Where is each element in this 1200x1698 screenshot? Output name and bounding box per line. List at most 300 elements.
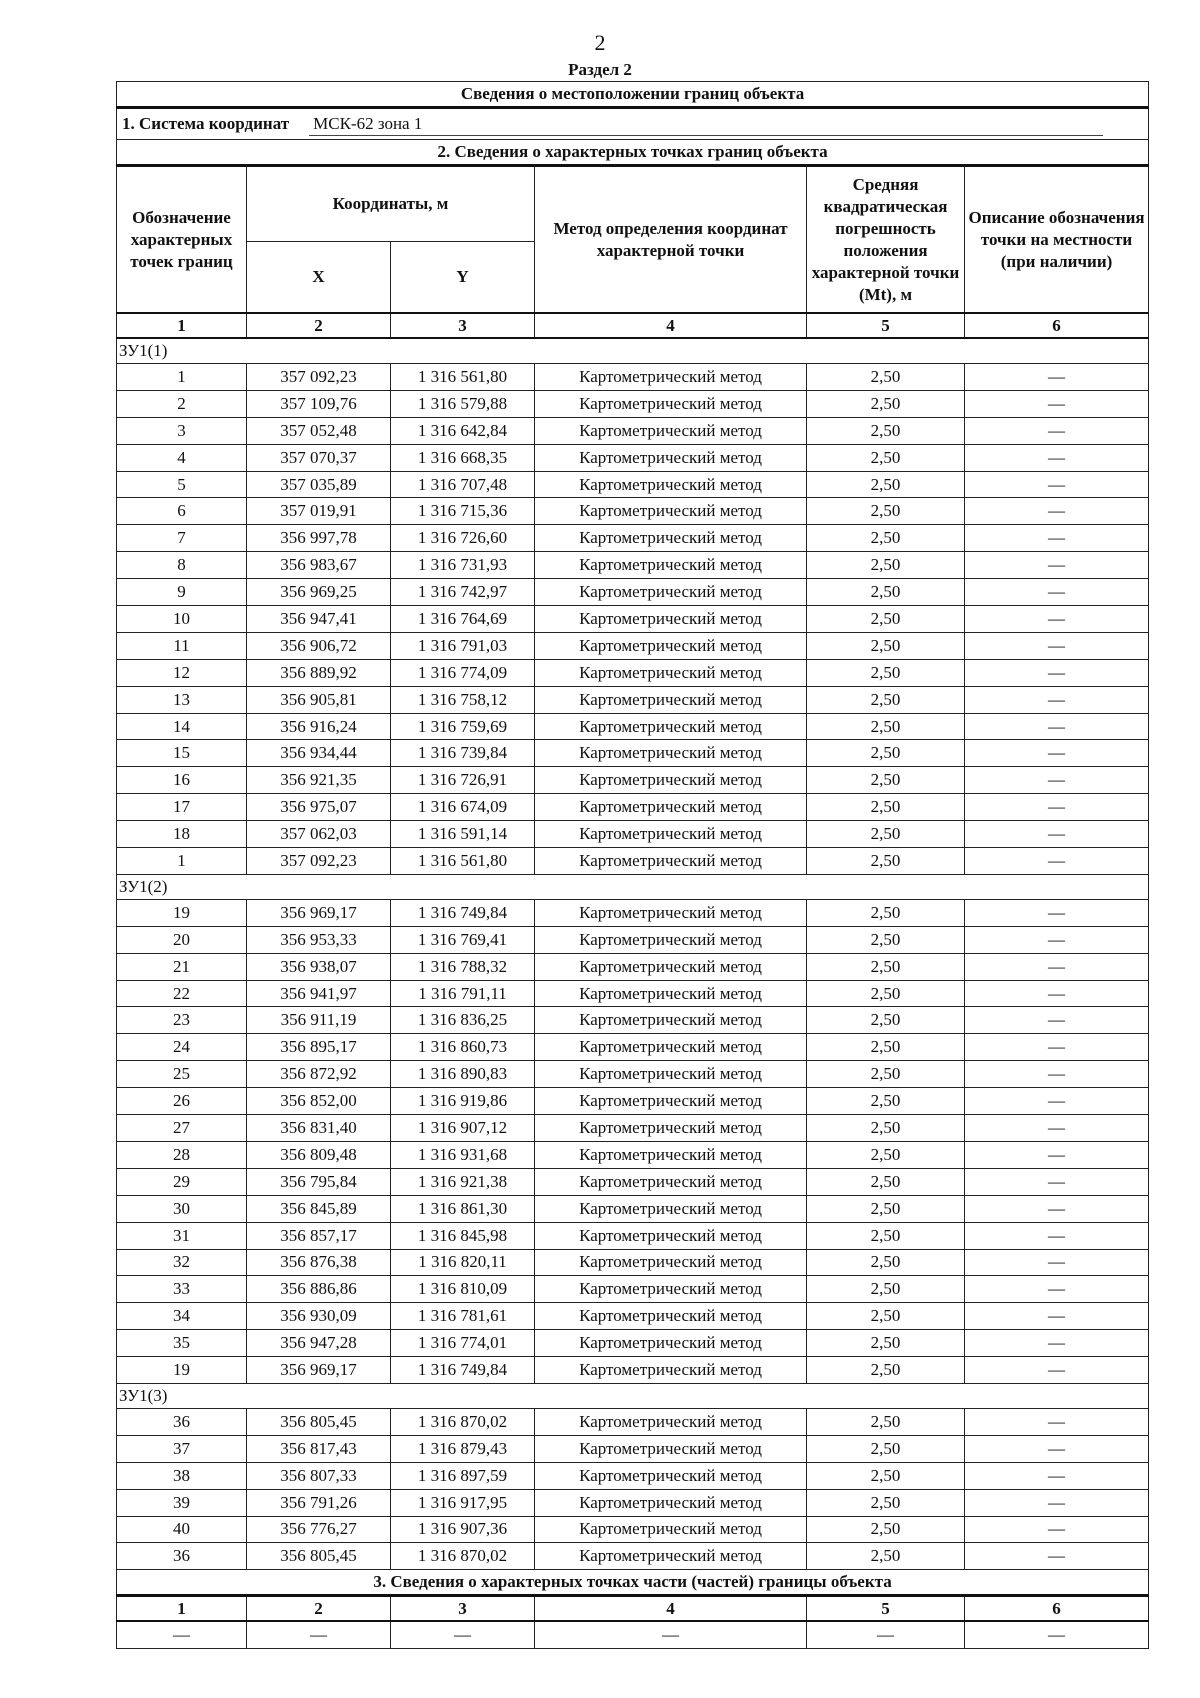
table-cell: 2,50: [807, 1115, 965, 1142]
table-cell: 2,50: [807, 899, 965, 926]
table-cell: 356 906,72: [247, 632, 391, 659]
table-cell: 1 316 897,59: [391, 1462, 535, 1489]
table-row: [117, 1516, 1149, 1543]
table-cell: 2,50: [807, 1168, 965, 1195]
table-cell: 2,50: [807, 1489, 965, 1516]
table-cell: —: [965, 1061, 1149, 1088]
table-cell: —: [965, 1435, 1149, 1462]
column-number: 2: [247, 1596, 391, 1622]
table-cell: Картометрический метод: [535, 1303, 807, 1330]
table-cell: Картометрический метод: [535, 525, 807, 552]
table-cell: 2,50: [807, 740, 965, 767]
header-y: Y: [391, 242, 535, 314]
table-cell: 34: [117, 1303, 247, 1330]
table-cell: 356 969,17: [247, 1357, 391, 1384]
table-cell: Картометрический метод: [535, 926, 807, 953]
table-cell: —: [965, 1115, 1149, 1142]
table-cell: 356 969,25: [247, 579, 391, 606]
table-cell: 1 316 870,02: [391, 1408, 535, 1435]
table-cell: Картометрический метод: [535, 417, 807, 444]
table-cell: —: [965, 1141, 1149, 1168]
table-cell: 356 886,86: [247, 1276, 391, 1303]
table-cell: 1 316 931,68: [391, 1141, 535, 1168]
table-cell: 356 997,78: [247, 525, 391, 552]
table-cell: 357 052,48: [247, 417, 391, 444]
table-cell: —: [965, 390, 1149, 417]
table-cell: Картометрический метод: [535, 1435, 807, 1462]
table-cell: Картометрический метод: [535, 1034, 807, 1061]
table-cell: Картометрический метод: [535, 579, 807, 606]
page-number: 2: [594, 30, 606, 55]
table-row: [117, 1543, 1149, 1570]
table-cell: 356 852,00: [247, 1088, 391, 1115]
table-cell: 35: [117, 1330, 247, 1357]
table-row: [117, 1168, 1149, 1195]
boundary-points-table: [116, 81, 1149, 1649]
table-cell: 2,50: [807, 659, 965, 686]
table-row: [117, 1088, 1149, 1115]
table-cell: 2,50: [807, 1222, 965, 1249]
parts-section-title: 3. Сведения о характерных точках части (частей) границы объекта: [117, 1570, 1149, 1596]
table-cell: Картометрический метод: [535, 632, 807, 659]
table-cell: 2,50: [807, 525, 965, 552]
table-row: [117, 579, 1149, 606]
table-cell: —: [965, 1195, 1149, 1222]
table-cell: 1 316 579,88: [391, 390, 535, 417]
table-cell: 39: [117, 1489, 247, 1516]
table-row: [117, 848, 1149, 875]
table-cell: 1 316 781,61: [391, 1303, 535, 1330]
table-row: [117, 821, 1149, 848]
table-cell: 2,50: [807, 1061, 965, 1088]
table-cell: 1 316 879,43: [391, 1435, 535, 1462]
table-cell: Картометрический метод: [535, 1222, 807, 1249]
table-cell: 1 316 919,86: [391, 1088, 535, 1115]
table-cell: 36: [117, 1408, 247, 1435]
table-cell: 29: [117, 1168, 247, 1195]
table-cell: 1 316 907,36: [391, 1516, 535, 1543]
table-cell: 16: [117, 767, 247, 794]
table-row: [117, 1222, 1149, 1249]
table-cell: Картометрический метод: [535, 1516, 807, 1543]
column-number: 2: [247, 313, 391, 338]
table-cell: 1 316 870,02: [391, 1543, 535, 1570]
column-number: 4: [535, 1596, 807, 1622]
table-cell: 1 316 758,12: [391, 686, 535, 713]
group-label: ЗУ1(3): [117, 1383, 1149, 1408]
table-row: [117, 471, 1149, 498]
table-cell: —: [965, 1168, 1149, 1195]
table-cell: —: [965, 1276, 1149, 1303]
table-row: [117, 1303, 1149, 1330]
column-number: 5: [807, 313, 965, 338]
table-cell: Картометрический метод: [535, 606, 807, 633]
table-cell: 1 316 674,09: [391, 794, 535, 821]
table-cell: 2,50: [807, 1330, 965, 1357]
table-cell: 2,50: [807, 767, 965, 794]
table-cell: 1 316 591,14: [391, 821, 535, 848]
table-row: [117, 1034, 1149, 1061]
table-cell: 2,50: [807, 1516, 965, 1543]
table-cell: Картометрический метод: [535, 1276, 807, 1303]
table-cell: 357 092,23: [247, 848, 391, 875]
table-cell: 356 845,89: [247, 1195, 391, 1222]
table-cell: 26: [117, 1088, 247, 1115]
table-cell: 1 316 810,09: [391, 1276, 535, 1303]
group-label: ЗУ1(1): [117, 338, 1149, 364]
table-cell: 356 947,28: [247, 1330, 391, 1357]
table-cell: 3: [117, 417, 247, 444]
table-cell: —: [965, 899, 1149, 926]
table-cell: —: [965, 471, 1149, 498]
table-cell: 19: [117, 1357, 247, 1384]
table-cell: 1 316 759,69: [391, 713, 535, 740]
table-row: [117, 740, 1149, 767]
table-cell: 19: [117, 899, 247, 926]
table-row: [117, 1408, 1149, 1435]
table-cell: 1 316 739,84: [391, 740, 535, 767]
table-cell: Картометрический метод: [535, 1007, 807, 1034]
table-cell: 27: [117, 1115, 247, 1142]
table-cell: Картометрический метод: [535, 552, 807, 579]
table-cell: 2,50: [807, 1408, 965, 1435]
table-cell: 36: [117, 1543, 247, 1570]
table-cell: 1 316 791,03: [391, 632, 535, 659]
table-cell: 1 316 917,95: [391, 1489, 535, 1516]
table-cell: 2,50: [807, 1543, 965, 1570]
table-row: [117, 417, 1149, 444]
table-row: [117, 980, 1149, 1007]
table-cell: Картометрический метод: [535, 1543, 807, 1570]
column-number: 1: [117, 1596, 247, 1622]
table-cell: 8: [117, 552, 247, 579]
group-row: [117, 1383, 1149, 1408]
table-cell: 9: [117, 579, 247, 606]
table-title: Сведения о местоположении границ объекта: [117, 82, 1149, 108]
column-number: 1: [117, 313, 247, 338]
header-designation: Обозначение характерных точек границ: [117, 166, 247, 314]
table-cell: 37: [117, 1435, 247, 1462]
table-cell: —: [965, 740, 1149, 767]
table-cell: 38: [117, 1462, 247, 1489]
table-cell: —: [965, 364, 1149, 391]
table-cell: —: [117, 1621, 247, 1649]
table-cell: —: [965, 686, 1149, 713]
table-cell: Картометрический метод: [535, 1088, 807, 1115]
table-row: [117, 444, 1149, 471]
table-row: [117, 686, 1149, 713]
table-cell: 4: [117, 444, 247, 471]
table-row: [117, 606, 1149, 633]
table-cell: —: [391, 1621, 535, 1649]
table-cell: 2,50: [807, 1034, 965, 1061]
table-cell: —: [965, 848, 1149, 875]
table-cell: 20: [117, 926, 247, 953]
table-cell: 1 316 921,38: [391, 1168, 535, 1195]
column-number: 3: [391, 313, 535, 338]
table-cell: 1 316 890,83: [391, 1061, 535, 1088]
table-row: [117, 1195, 1149, 1222]
table-cell: Картометрический метод: [535, 713, 807, 740]
header-method: Метод определения координат характерной точки: [535, 166, 807, 314]
table-cell: Картометрический метод: [535, 1330, 807, 1357]
table-cell: 357 092,23: [247, 364, 391, 391]
table-cell: —: [965, 767, 1149, 794]
table-cell: 356 930,09: [247, 1303, 391, 1330]
table-cell: 6: [117, 498, 247, 525]
table-cell: —: [965, 498, 1149, 525]
table-cell: Картометрический метод: [535, 848, 807, 875]
table-cell: 2,50: [807, 498, 965, 525]
table-cell: 357 109,76: [247, 390, 391, 417]
table-cell: 1 316 561,80: [391, 848, 535, 875]
table-cell: 13: [117, 686, 247, 713]
table-cell: 356 889,92: [247, 659, 391, 686]
table-cell: 24: [117, 1034, 247, 1061]
table-cell: —: [965, 525, 1149, 552]
table-cell: 356 791,26: [247, 1489, 391, 1516]
table-cell: 1 316 726,60: [391, 525, 535, 552]
table-cell: 23: [117, 1007, 247, 1034]
table-row: [117, 525, 1149, 552]
table-cell: 2,50: [807, 926, 965, 953]
table-cell: 1 316 715,36: [391, 498, 535, 525]
group-row: [117, 874, 1149, 899]
table-row: [117, 1330, 1149, 1357]
table-cell: 1 316 764,69: [391, 606, 535, 633]
table-row: [117, 364, 1149, 391]
column-numbers-row: [117, 313, 1149, 338]
table-cell: —: [965, 1489, 1149, 1516]
table-cell: 1 316 731,93: [391, 552, 535, 579]
table-cell: 2: [117, 390, 247, 417]
table-cell: —: [965, 632, 1149, 659]
table-cell: 2,50: [807, 471, 965, 498]
table-cell: Картометрический метод: [535, 444, 807, 471]
table-cell: 1 316 742,97: [391, 579, 535, 606]
table-cell: —: [965, 579, 1149, 606]
table-row: [117, 1007, 1149, 1034]
table-cell: 2,50: [807, 390, 965, 417]
table-cell: 2,50: [807, 364, 965, 391]
table-cell: —: [965, 1034, 1149, 1061]
table-cell: —: [965, 1249, 1149, 1276]
table-cell: 1: [117, 848, 247, 875]
table-cell: 1 316 769,41: [391, 926, 535, 953]
table-cell: 357 035,89: [247, 471, 391, 498]
table-cell: 2,50: [807, 1435, 965, 1462]
table-cell: —: [965, 606, 1149, 633]
table-cell: Картометрический метод: [535, 980, 807, 1007]
parts-column-numbers-row: [117, 1596, 1149, 1622]
table-cell: —: [965, 1462, 1149, 1489]
table-cell: 356 795,84: [247, 1168, 391, 1195]
table-cell: Картометрический метод: [535, 364, 807, 391]
table-cell: —: [965, 1357, 1149, 1384]
table-cell: 356 983,67: [247, 552, 391, 579]
table-cell: 2,50: [807, 444, 965, 471]
column-number: 5: [807, 1596, 965, 1622]
table-cell: 2,50: [807, 686, 965, 713]
table-cell: Картометрический метод: [535, 1357, 807, 1384]
table-cell: Картометрический метод: [535, 821, 807, 848]
header-description: Описание обозначения точки на местности (при наличии): [965, 166, 1149, 314]
table-cell: 356 941,97: [247, 980, 391, 1007]
table-cell: Картометрический метод: [535, 1462, 807, 1489]
table-cell: 1 316 845,98: [391, 1222, 535, 1249]
table-cell: 2,50: [807, 1303, 965, 1330]
table-cell: Картометрический метод: [535, 471, 807, 498]
table-cell: 2,50: [807, 953, 965, 980]
table-cell: 356 975,07: [247, 794, 391, 821]
table-cell: —: [965, 552, 1149, 579]
table-cell: Картометрический метод: [535, 953, 807, 980]
table-row: [117, 767, 1149, 794]
table-row: [117, 552, 1149, 579]
table-cell: 33: [117, 1276, 247, 1303]
table-cell: 356 876,38: [247, 1249, 391, 1276]
table-cell: 1 316 749,84: [391, 1357, 535, 1384]
table-cell: Картометрический метод: [535, 686, 807, 713]
table-cell: 356 857,17: [247, 1222, 391, 1249]
table-row: [117, 632, 1149, 659]
table-cell: 5: [117, 471, 247, 498]
table-row: [117, 713, 1149, 740]
table-cell: 2,50: [807, 794, 965, 821]
table-cell: 32: [117, 1249, 247, 1276]
boundary-document: [116, 81, 1148, 1649]
table-row: [117, 926, 1149, 953]
table-row: [117, 1435, 1149, 1462]
table-cell: 356 938,07: [247, 953, 391, 980]
table-cell: —: [965, 794, 1149, 821]
table-cell: 356 776,27: [247, 1516, 391, 1543]
table-cell: 356 872,92: [247, 1061, 391, 1088]
table-cell: Картометрический метод: [535, 498, 807, 525]
table-cell: —: [965, 1222, 1149, 1249]
coordinate-system-row: [117, 108, 1149, 140]
table-cell: 356 934,44: [247, 740, 391, 767]
column-number: 6: [965, 313, 1149, 338]
table-cell: 356 831,40: [247, 1115, 391, 1142]
table-cell: 1 316 860,73: [391, 1034, 535, 1061]
table-cell: 2,50: [807, 1195, 965, 1222]
table-row: [117, 1061, 1149, 1088]
table-row: [117, 794, 1149, 821]
table-cell: 2,50: [807, 713, 965, 740]
table-cell: 1 316 907,12: [391, 1115, 535, 1142]
table-cell: Картометрический метод: [535, 659, 807, 686]
table-cell: Картометрический метод: [535, 767, 807, 794]
table-cell: 356 817,43: [247, 1435, 391, 1462]
table-cell: 2,50: [807, 1088, 965, 1115]
table-cell: 356 916,24: [247, 713, 391, 740]
table-cell: —: [247, 1621, 391, 1649]
table-cell: 18: [117, 821, 247, 848]
table-row: [117, 659, 1149, 686]
table-cell: 17: [117, 794, 247, 821]
table-cell: —: [807, 1621, 965, 1649]
table-cell: 356 807,33: [247, 1462, 391, 1489]
table-cell: 356 911,19: [247, 1007, 391, 1034]
coordinate-system-label: 1. Система координат: [122, 113, 290, 133]
table-cell: 21: [117, 953, 247, 980]
table-cell: 356 805,45: [247, 1543, 391, 1570]
table-row: [117, 1462, 1149, 1489]
table-cell: 1 316 861,30: [391, 1195, 535, 1222]
table-cell: Картометрический метод: [535, 899, 807, 926]
table-cell: 1 316 642,84: [391, 417, 535, 444]
table-cell: 2,50: [807, 1007, 965, 1034]
table-cell: 356 805,45: [247, 1408, 391, 1435]
table-cell: 2,50: [807, 1462, 965, 1489]
table-cell: Картометрический метод: [535, 1061, 807, 1088]
column-number: 6: [965, 1596, 1149, 1622]
table-cell: —: [535, 1621, 807, 1649]
section-title: Раздел 2: [568, 60, 632, 79]
table-cell: —: [965, 821, 1149, 848]
points-section-title: 2. Сведения о характерных точках границ объекта: [117, 140, 1149, 166]
table-cell: 2,50: [807, 980, 965, 1007]
table-cell: —: [965, 417, 1149, 444]
table-cell: 2,50: [807, 821, 965, 848]
table-cell: 1 316 788,32: [391, 953, 535, 980]
parts-empty-row: [117, 1621, 1149, 1649]
table-cell: —: [965, 1007, 1149, 1034]
table-cell: —: [965, 1408, 1149, 1435]
table-cell: 10: [117, 606, 247, 633]
table-cell: 2,50: [807, 606, 965, 633]
coordinate-system-value: МСК-62 зона 1: [309, 113, 1103, 136]
table-row: [117, 899, 1149, 926]
header-x: X: [247, 242, 391, 314]
group-row: [117, 338, 1149, 364]
table-cell: 2,50: [807, 417, 965, 444]
table-cell: 2,50: [807, 1276, 965, 1303]
table-cell: 2,50: [807, 1357, 965, 1384]
table-cell: 30: [117, 1195, 247, 1222]
table-cell: 2,50: [807, 1249, 965, 1276]
table-cell: —: [965, 1303, 1149, 1330]
table-cell: 1 316 749,84: [391, 899, 535, 926]
table-cell: 356 953,33: [247, 926, 391, 953]
table-cell: —: [965, 444, 1149, 471]
table-cell: 1 316 561,80: [391, 364, 535, 391]
table-row: [117, 953, 1149, 980]
table-cell: 2,50: [807, 579, 965, 606]
table-row: [117, 1141, 1149, 1168]
table-cell: Картометрический метод: [535, 390, 807, 417]
table-cell: 1 316 820,11: [391, 1249, 535, 1276]
table-cell: 7: [117, 525, 247, 552]
table-cell: Картометрический метод: [535, 1408, 807, 1435]
table-row: [117, 498, 1149, 525]
table-cell: Картометрический метод: [535, 1168, 807, 1195]
column-number: 4: [535, 313, 807, 338]
table-cell: 357 019,91: [247, 498, 391, 525]
column-number: 3: [391, 1596, 535, 1622]
table-cell: 1 316 836,25: [391, 1007, 535, 1034]
table-cell: —: [965, 953, 1149, 980]
table-cell: 11: [117, 632, 247, 659]
table-cell: 25: [117, 1061, 247, 1088]
table-cell: —: [965, 1088, 1149, 1115]
table-cell: 31: [117, 1222, 247, 1249]
table-cell: 1 316 774,01: [391, 1330, 535, 1357]
table-cell: 40: [117, 1516, 247, 1543]
table-cell: —: [965, 1543, 1149, 1570]
table-row: [117, 1276, 1149, 1303]
